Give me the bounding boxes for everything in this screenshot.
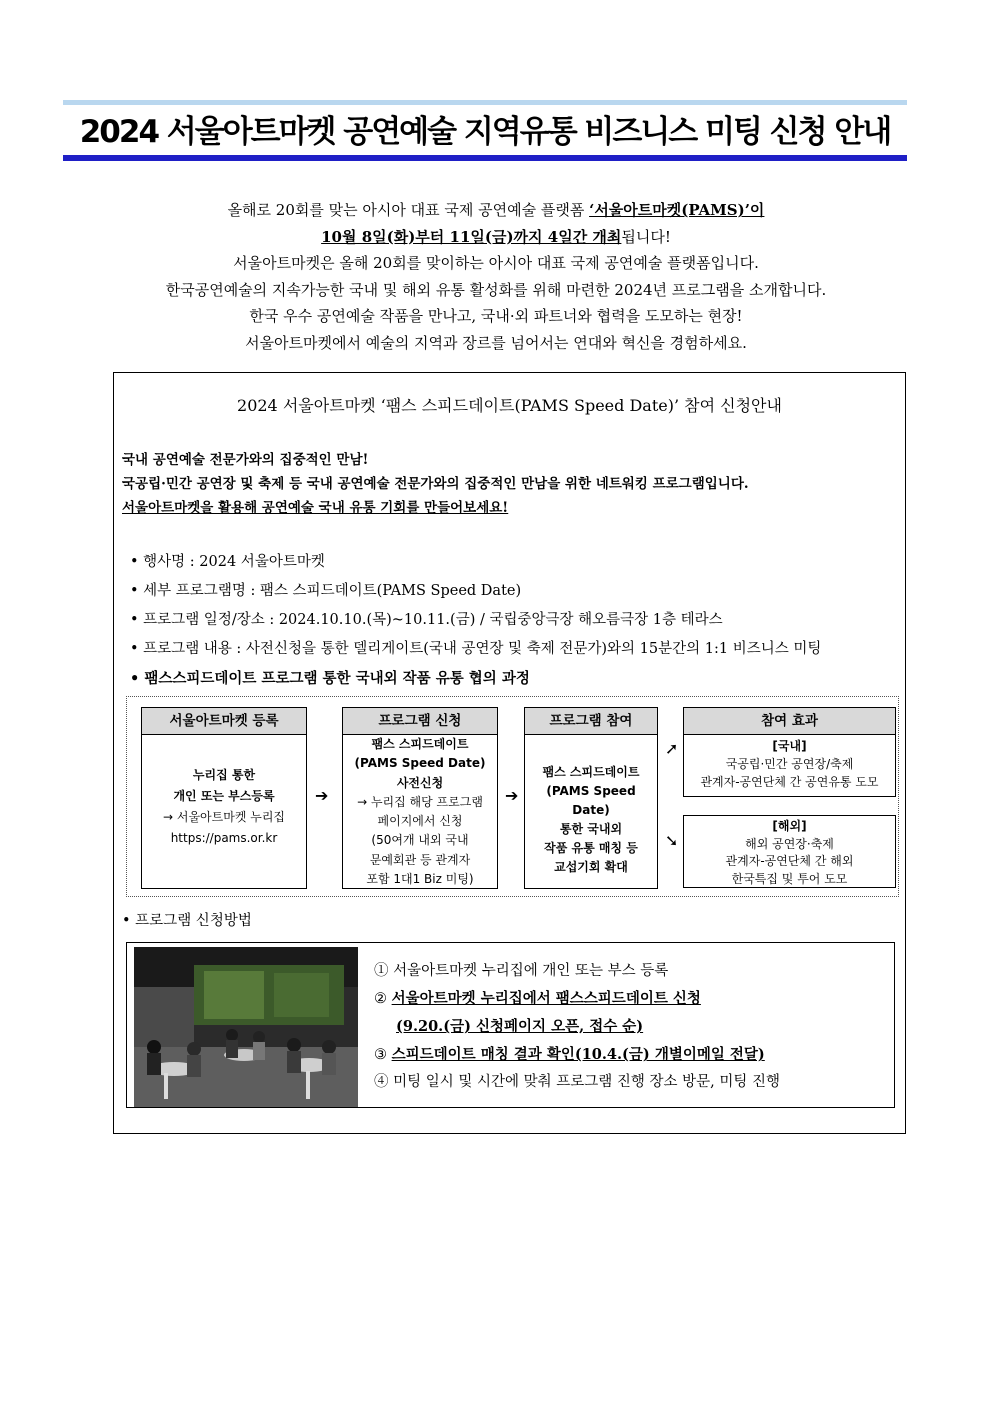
flow-step-apply-body — [343, 735, 497, 893]
bullet-item: • 팸스스피드데이트 프로그램 통한 국내외 작품 유통 협의 과정 — [130, 664, 821, 693]
flow-text: (PAMS Speed Date) — [354, 756, 486, 771]
flow-step-register — [141, 707, 307, 889]
flow-text: 작품 유통 매칭 등 — [544, 841, 638, 855]
flow-text: 누리집 통한 — [192, 768, 256, 782]
program-lead — [122, 448, 749, 520]
flow-effect-domestic — [683, 707, 896, 797]
bullet-item: • 세부 프로그램명 : 팸스 스피드데이트(PAMS Speed Date) — [130, 577, 821, 606]
method-step-3 — [374, 1041, 780, 1069]
flow-effect-international — [683, 815, 896, 888]
intro-line-5: 한국 우수 공연예술 작품을 만나고, 국내·외 파트너와 협력을 도모하는 현장! — [249, 307, 743, 325]
bullet-item: • 프로그램 일정/장소 : 2024.10.10.(목)~10.11.(금) / 국립중앙극장 해오름극장 1층 테라스 — [130, 606, 821, 635]
method-step-3-text: 스피드데이트 매칭 결과 확인(10.4.(금) 개별이메일 전달) — [391, 1046, 765, 1063]
flow-text: 개인 또는 부스등록 — [173, 789, 275, 803]
method-step-1: ① 서울아트마켓 누리집에 개인 또는 부스 등록 — [374, 963, 669, 979]
intro-pams-highlight: ‘서울아트마켓(PAMS)’이 — [589, 201, 765, 219]
flow-step-participate-head: 프로그램 참여 — [525, 708, 657, 735]
arrow-right-icon: ➔ — [505, 786, 519, 805]
method-step-2-detail — [374, 1013, 780, 1041]
intro-line-3: 서울아트마켓은 올해 20회를 맞이하는 아시아 대표 국제 공연예술 플랫폼입니다. — [233, 254, 759, 272]
flow-text: 팸스 스피드데이트 — [371, 737, 469, 751]
flow-text: 한국특집 및 투어 도모 — [731, 871, 848, 886]
process-flow-diagram — [126, 696, 899, 897]
intro-line-2-text: 됩니다! — [621, 227, 671, 246]
title-bottom-rule — [63, 155, 907, 161]
flow-text: 관계자-공연단체 간 해외 — [725, 854, 854, 868]
step-number: ③ — [374, 1047, 392, 1063]
flow-step-register-body — [142, 735, 306, 853]
method-label: 프로그램 신청방법 — [135, 913, 252, 929]
lead-line-3: 서울아트마켓을 활용해 공연예술 국내 유통 기회를 만들어보세요! — [122, 500, 509, 516]
flow-step-apply-head: 프로그램 신청 — [343, 708, 497, 735]
flow-effect-domestic-body — [684, 735, 895, 795]
flow-text: 문예회관 등 관계자 — [369, 852, 471, 867]
step-number: ② — [374, 991, 392, 1007]
method-box — [126, 942, 895, 1108]
flow-text: 해외 공연장·축제 — [745, 836, 834, 851]
flow-text: 관계자-공연단체 간 공연유통 도모 — [700, 775, 879, 789]
flow-step-participate-body — [525, 735, 657, 881]
flow-text: 포함 1대1 Biz 미팅) — [366, 872, 474, 887]
flow-text: [해외] — [772, 819, 807, 833]
flow-text: https://pams.or.kr — [170, 831, 278, 845]
intro-line-2 — [60, 224, 932, 251]
intro-line-1-text: 올해로 20회를 맞는 아시아 대표 국제 공연예술 플랫폼 — [227, 201, 590, 219]
event-photo — [134, 947, 358, 1107]
flow-text: 페이지에서 신청 — [377, 814, 463, 829]
flow-text: [국내] — [772, 739, 807, 753]
program-box-title: 2024 서울아트마켓 ‘팸스 스피드데이트(PAMS Speed Date)’ 참여 신청안내 — [237, 396, 782, 415]
bullet-item: • 행사명 : 2024 서울아트마켓 — [130, 548, 821, 577]
arrow-up-right-icon: ➚ — [665, 739, 679, 758]
flow-text: 교섭기회 확대 — [554, 860, 628, 874]
flow-step-register-head: 서울아트마켓 등록 — [142, 708, 306, 735]
flow-text: → 서울아트마켓 누리집 — [162, 810, 285, 824]
lead-line-1: 국내 공연예술 전문가와의 집중적인 만남! — [122, 452, 369, 468]
flow-effect-head: 참여 효과 — [684, 708, 895, 735]
page-title: 2024 서울아트마켓 공연예술 지역유통 비즈니스 미팅 신청 안내 — [79, 114, 891, 150]
program-bullet-list — [130, 548, 821, 693]
title-top-rule — [63, 100, 907, 105]
arrow-right-icon: ➔ — [315, 786, 329, 805]
flow-text: 사전신청 — [396, 775, 444, 790]
bullet-item: • 프로그램 내용 : 사전신청을 통한 델리게이트(국내 공연장 및 축제 전문가)와의 15분간의 1:1 비즈니스 미팅 — [130, 635, 821, 664]
flow-text: (50여개 내외 국내 — [371, 833, 469, 848]
intro-line-1 — [60, 197, 932, 224]
intro-line-4: 한국공연예술의 지속가능한 국내 및 해외 유통 활성화를 위해 마련한 2024년 프로그램을 소개합니다. — [165, 280, 827, 299]
method-step-2 — [374, 985, 780, 1013]
method-heading — [122, 909, 252, 930]
lead-line-2: 국공립·민간 공연장 및 축제 등 국내 공연예술 전문가와의 집중적인 만남을 위한 네트워킹 프로그램입니다. — [122, 476, 749, 492]
method-step-4: ④ 미팅 일시 및 시간에 맞춰 프로그램 진행 장소 방문, 미팅 진행 — [374, 1074, 780, 1090]
flow-step-participate — [524, 707, 658, 889]
intro-line-6: 서울아트마켓에서 예술의 지역과 장르를 넘어서는 연대와 혁신을 경험하세요. — [245, 333, 747, 352]
flow-text: (PAMS Speed Date) — [546, 784, 636, 817]
flow-text: 팸스 스피드데이트 — [542, 765, 640, 779]
method-step-2-date: (9.20.(금) 신청페이지 오픈, 접수 순) — [396, 1018, 644, 1035]
method-step-2-text: 서울아트마켓 누리집에서 팸스스피드데이트 신청 — [391, 990, 701, 1007]
arrow-down-right-icon: ➘ — [665, 831, 679, 850]
event-photo-illustration — [134, 947, 358, 1107]
flow-effect-international-body — [684, 816, 895, 892]
flow-text: → 누리집 해당 프로그램 — [357, 794, 483, 809]
flow-text: 통한 국내외 — [559, 822, 623, 836]
bullet-dot: • — [122, 913, 136, 929]
flow-text: 국공립·민간 공연장/축제 — [725, 757, 854, 771]
title-banner — [63, 100, 907, 162]
method-steps — [374, 958, 780, 1096]
intro-date-highlight: 10월 8일(화)부터 11일(금)까지 4일간 개최 — [321, 227, 622, 246]
intro-paragraph — [60, 197, 932, 356]
flow-step-apply — [342, 707, 498, 889]
